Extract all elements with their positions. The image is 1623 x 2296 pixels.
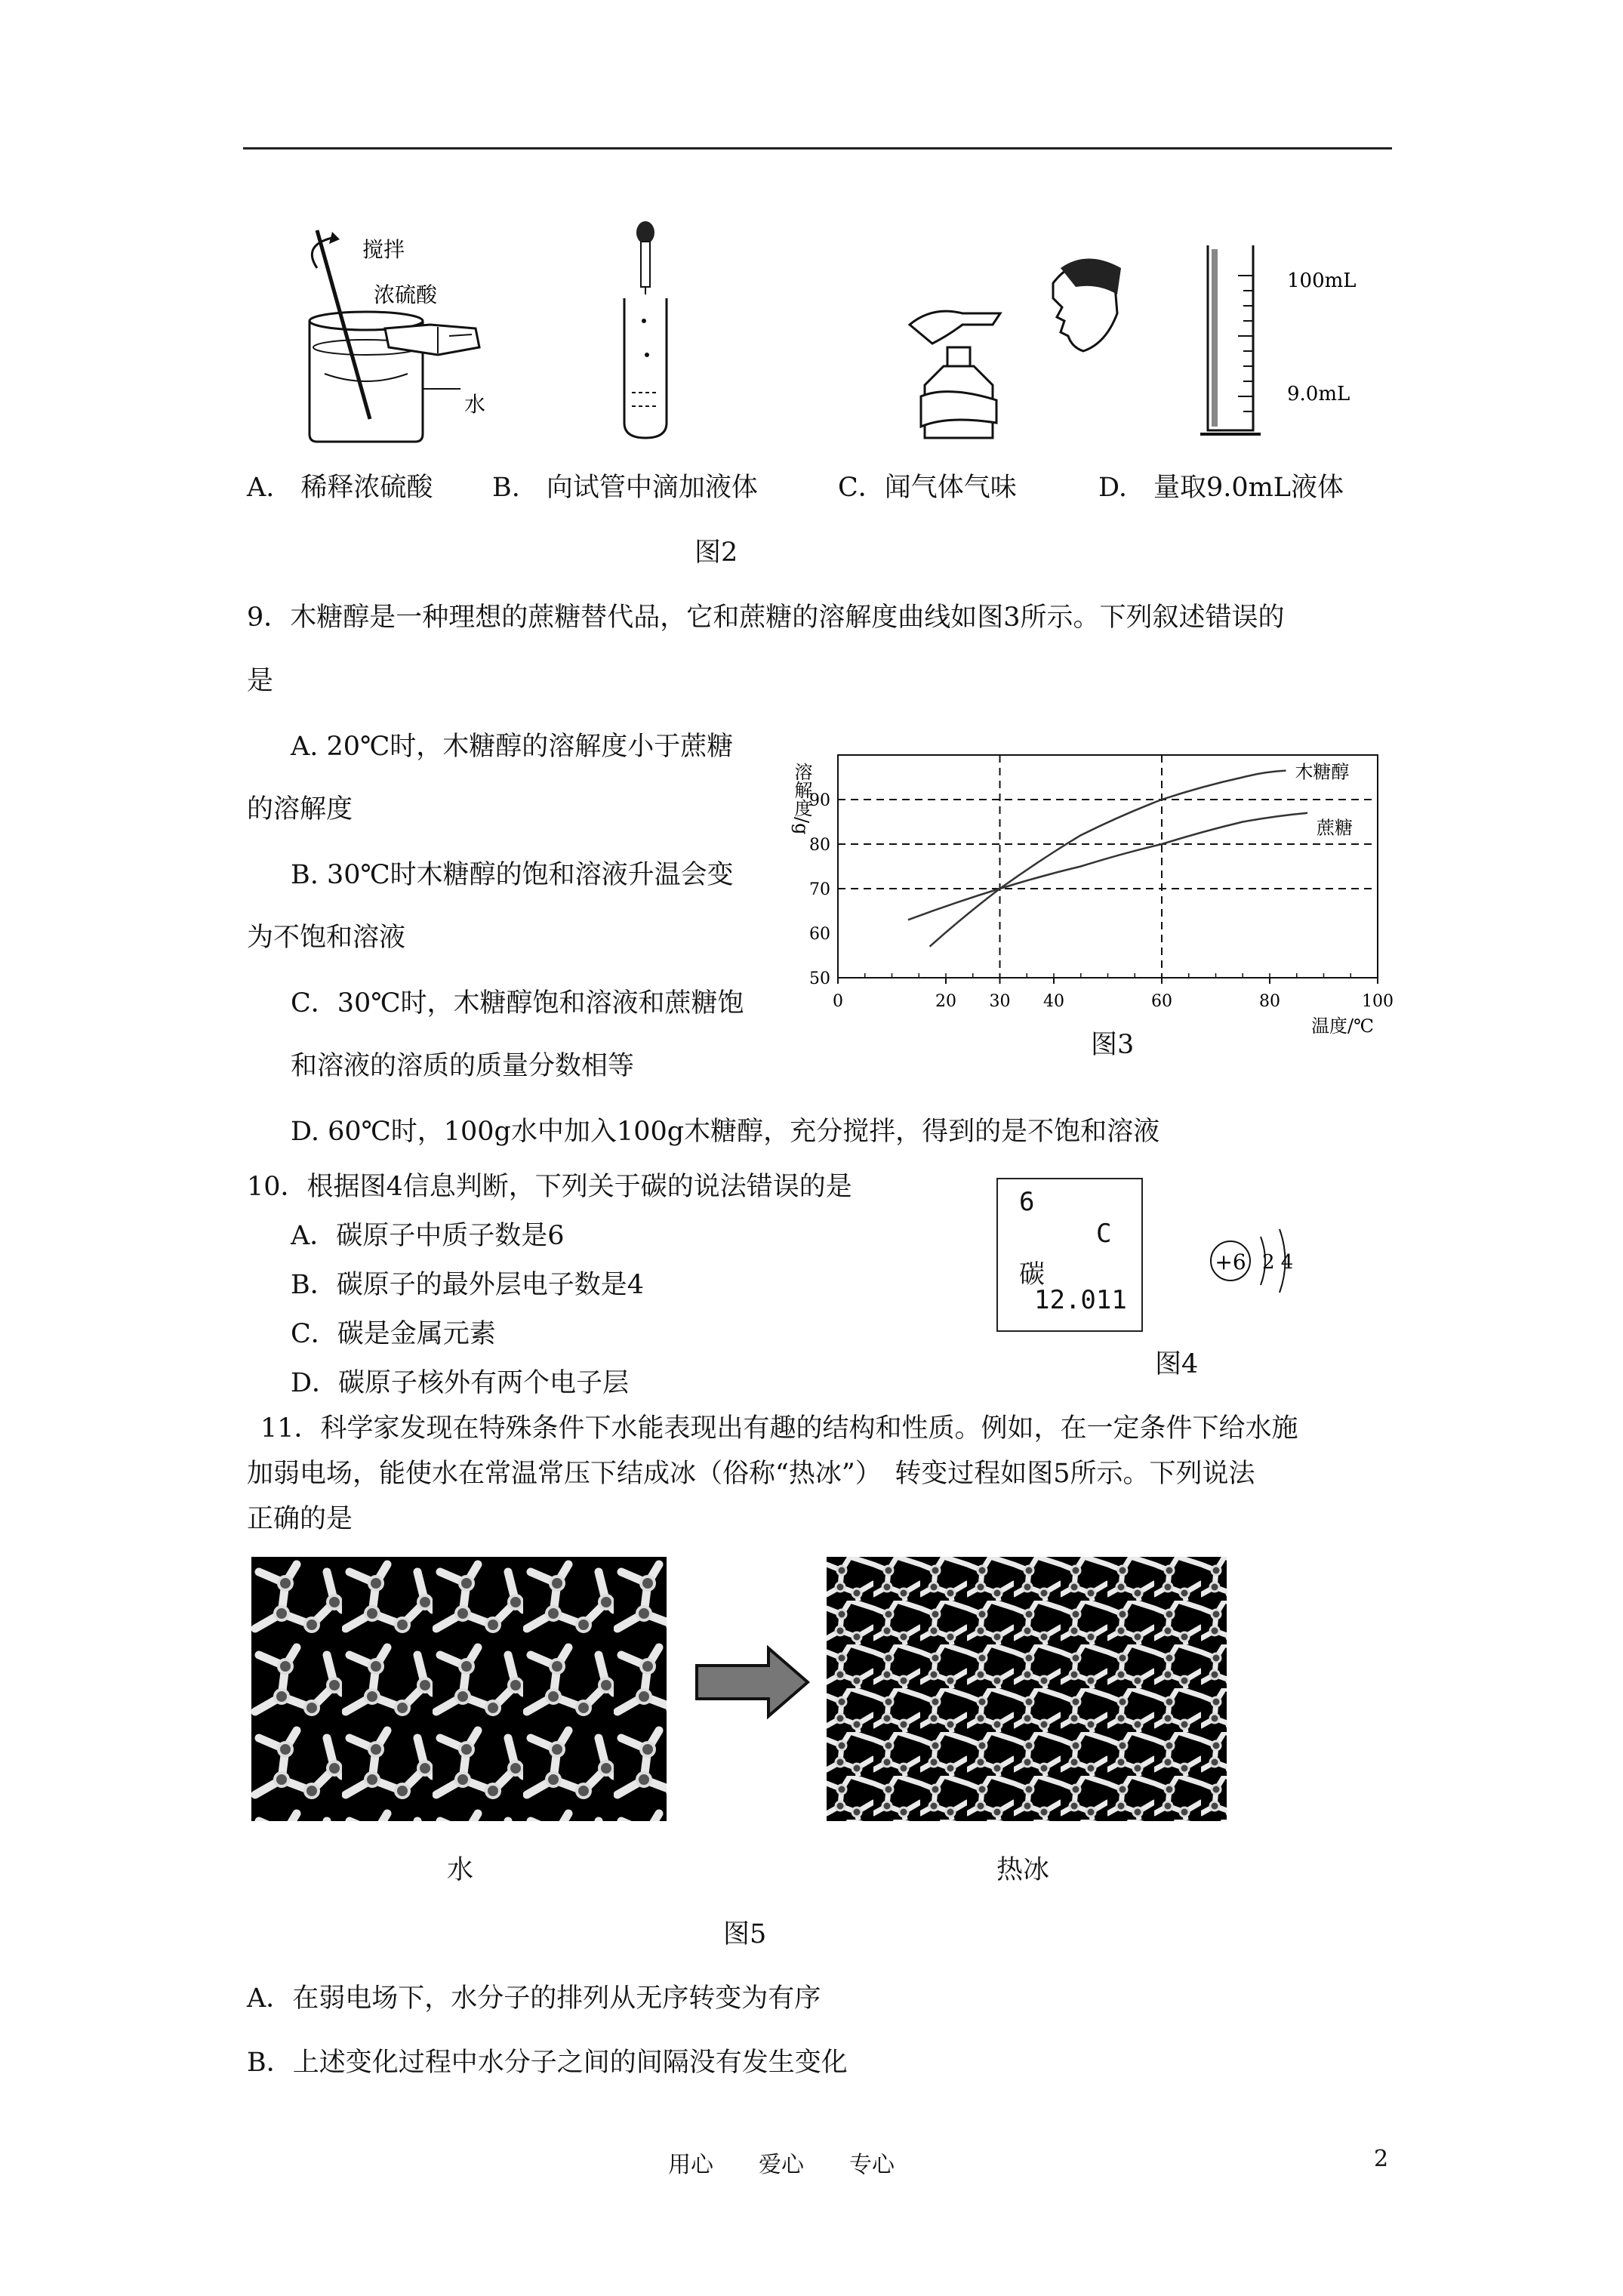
hot-ice-label: 热冰 bbox=[996, 1855, 1050, 1885]
chart-axes bbox=[838, 755, 1378, 978]
water-label: 水 bbox=[447, 1855, 474, 1885]
fig2-option-a: A. 稀释浓硫酸 bbox=[247, 473, 433, 503]
water-label: 水 bbox=[464, 392, 486, 417]
element-tile-carbon bbox=[996, 1178, 1143, 1332]
q11-stem-line3: 正确的是 bbox=[247, 1504, 353, 1534]
page-number: 2 bbox=[1374, 2146, 1389, 2172]
q10-stem: 10．根据图4信息判断，下列关于碳的说法错误的是 bbox=[247, 1172, 852, 1202]
fig2-c-illustration bbox=[902, 253, 1129, 449]
fig2-option-b: B. 向试管中滴加液体 bbox=[492, 473, 758, 503]
y-tick-label-50: 50 bbox=[809, 969, 830, 988]
footer-motto: 用心 爱心 专心 bbox=[668, 2152, 895, 2178]
header-rule bbox=[243, 147, 1392, 149]
x-tick-label-80: 80 bbox=[1259, 992, 1280, 1011]
q9-option-b-line1: B. 30℃时木糖醇的饱和溶液升温会变 bbox=[291, 860, 734, 890]
fig4-caption: 图4 bbox=[1155, 1349, 1199, 1379]
chart-series bbox=[908, 762, 1353, 947]
y-tick-label-70: 70 bbox=[809, 880, 830, 899]
q10-option-a: A．碳原子中质子数是6 bbox=[291, 1221, 565, 1251]
fig2-option-c: C．闻气体气味 bbox=[838, 473, 1017, 503]
fig3-caption: 图3 bbox=[1091, 1030, 1135, 1060]
fig5-caption: 图5 bbox=[723, 1919, 767, 1949]
fig2-caption: 图2 bbox=[694, 538, 738, 568]
element-mass: 12.011 bbox=[1034, 1285, 1127, 1315]
q9-option-a-line1: A. 20℃时，木糖醇的溶解度小于蔗糖 bbox=[291, 732, 734, 762]
fig2-d-illustration bbox=[1196, 242, 1408, 438]
x-tick-label-100: 100 bbox=[1362, 992, 1394, 1011]
solubility-chart bbox=[785, 744, 1404, 1061]
fig2-b-illustration bbox=[615, 219, 676, 445]
chart-labels bbox=[791, 763, 1374, 1037]
stir-label: 搅拌 bbox=[362, 237, 405, 262]
element-symbol: C bbox=[1096, 1219, 1112, 1249]
q10-option-c: C．碳是金属元素 bbox=[291, 1319, 496, 1349]
q9-option-b-line2: 为不饱和溶液 bbox=[247, 923, 406, 953]
x-axis-label: 温度/℃ bbox=[1311, 1015, 1374, 1037]
q10-option-b: B．碳原子的最外层电子数是4 bbox=[291, 1270, 644, 1300]
water-structure-image bbox=[251, 1557, 667, 1821]
transition-arrow-icon bbox=[693, 1644, 814, 1720]
y-tick-label-60: 60 bbox=[809, 925, 830, 944]
q11-option-a: A．在弱电场下，水分子的排列从无序转变为有序 bbox=[247, 1983, 821, 2014]
x-tick-label-0: 0 bbox=[833, 992, 843, 1011]
q9-option-c-line2: 和溶液的溶质的质量分数相等 bbox=[291, 1051, 635, 1081]
q10-option-d: D．碳原子核外有两个电子层 bbox=[291, 1368, 630, 1398]
q9-option-c-line1: C．30℃时，木糖醇饱和溶液和蔗糖饱 bbox=[291, 988, 744, 1019]
q11-stem-line2: 加弱电场，能使水在常温常压下结成冰（俗称“热冰”） 转变过程如图5所示。下列说法 bbox=[247, 1459, 1255, 1489]
y-tick-label-80: 80 bbox=[809, 836, 830, 855]
series-label-2: 蔗糖 bbox=[1317, 817, 1354, 839]
x-tick-label-20: 20 bbox=[935, 992, 956, 1011]
carbon-atom-structure bbox=[1200, 1216, 1313, 1306]
acid-label: 浓硫酸 bbox=[374, 282, 438, 307]
series-line-2 bbox=[908, 813, 1307, 920]
plot-frame bbox=[838, 755, 1378, 978]
nucleus-charge: +6 bbox=[1215, 1250, 1246, 1274]
q11-stem-line1: 11．科学家发现在特殊条件下水能表现出有趣的结构和性质。例如，在一定条件下给水施 bbox=[260, 1413, 1298, 1444]
element-number: 6 bbox=[1019, 1187, 1035, 1217]
cylinder-100ml-label: 100mL bbox=[1287, 270, 1357, 292]
q9-option-a-line2: 的溶解度 bbox=[247, 794, 353, 824]
fig2-a-illustration bbox=[287, 215, 528, 449]
x-tick-label-30: 30 bbox=[989, 992, 1011, 1011]
series-label-1: 木糖醇 bbox=[1295, 761, 1350, 783]
fig2-option-d: D. 量取9.0mL液体 bbox=[1098, 473, 1344, 503]
x-tick-label-60: 60 bbox=[1151, 992, 1172, 1011]
q9-stem-line2: 是 bbox=[247, 666, 274, 696]
chart-dashed-guides bbox=[838, 755, 1378, 978]
q9-option-d: D. 60℃时，100g水中加入100g木糖醇，充分搅拌，得到的是不饱和溶液 bbox=[291, 1117, 1160, 1147]
q11-option-b: B．上述变化过程中水分子之间的间隔没有发生变化 bbox=[247, 2048, 848, 2078]
y-tick-label-90: 90 bbox=[809, 791, 830, 810]
q9-stem-line1: 9．木糖醇是一种理想的蔗糖替代品，它和蔗糖的溶解度曲线如图3所示。下列叙述错误的 bbox=[247, 603, 1285, 633]
hot-ice-structure-image bbox=[827, 1557, 1227, 1821]
element-name: 碳 bbox=[1019, 1259, 1045, 1290]
electron-shells: 2 4 bbox=[1262, 1251, 1294, 1274]
cylinder-9ml-label: 9.0mL bbox=[1287, 383, 1350, 405]
x-tick-label-40: 40 bbox=[1043, 992, 1064, 1011]
y-axis-label: 溶解度/g bbox=[791, 763, 812, 835]
